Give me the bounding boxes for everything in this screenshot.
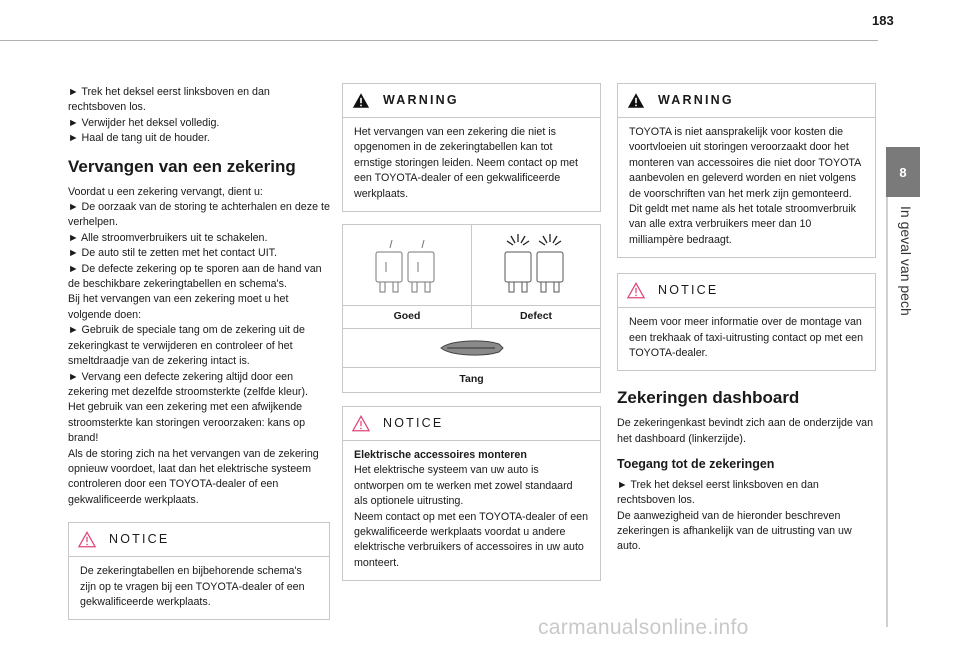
- intro-step: ► Trek het deksel eerst linksboven en dan rechtsboven los.: [68, 86, 270, 114]
- notice-header: [343, 407, 600, 441]
- notice-icon: [78, 531, 96, 548]
- warning-box: [342, 83, 601, 212]
- body-line: Bij het vervangen van een zekering moet u het volgende doen:: [68, 293, 289, 321]
- body-step: ► Trek het deksel eerst linksboven en dan rechtsboven los.: [617, 478, 819, 507]
- notice-icon: [352, 415, 370, 432]
- section-heading: Vervangen van een zekering: [68, 156, 296, 176]
- notice-header: [618, 274, 875, 308]
- warning-icon: [352, 92, 370, 109]
- tongs-icon: [437, 336, 507, 360]
- body-line: De aanwezigheid van de hieronder beschreven zekeringen is afhankelijk van de uitrusting van uw auto.: [617, 509, 852, 553]
- good-label: Goed: [393, 310, 421, 323]
- watermark: carmanualsonline.info: [538, 616, 749, 639]
- warning-title: WARNING: [383, 92, 459, 107]
- body-step: ► De auto stil te zetten met het contact UIT.: [68, 247, 277, 260]
- page-number: 183: [872, 13, 894, 28]
- good-fuse-icon: [362, 232, 452, 298]
- notice-title: NOTICE: [109, 531, 170, 546]
- notice-text: De zekeringtabellen en bijbehorende schema's zijn op te vragen bij een TOYOTA-dealer of een gekwalificeerde werkplaats.: [80, 565, 305, 608]
- warning-icon: [627, 92, 645, 109]
- warning-header: [343, 84, 600, 118]
- notice-text: Neem contact op met een TOYOTA-dealer of een gekwalificeerde werkplaats voordat u andere elektrische verbruikers of accessoires in uw auto monteert.: [354, 510, 589, 569]
- notice-text: Het elektrische systeem van uw auto is ontworpen om te werken met zowel standaard als optionele uitrusting.: [354, 464, 573, 508]
- body-line: Als de storing zich na het vervangen van de zekering opnieuw voordoet, laat dan het elektrische systeem controleren door een TOYOTA-dealer of een gekwalificeerde werkplaats.: [68, 447, 319, 506]
- notice-title: NOTICE: [658, 283, 719, 298]
- notice-box: [342, 406, 601, 581]
- body-step: ► De defecte zekering op te sporen aan de hand van de beschikbare zekeringtabellen en schema's.: [68, 262, 322, 291]
- body-line: Voordat u een zekering vervangt, dient u:: [68, 185, 263, 198]
- body-step: ► Vervang een defecte zekering altijd door een zekering met dezelfde stroomsterkte (zelfde kleur).: [68, 370, 308, 398]
- defect-fuse-illustration: [471, 225, 600, 305]
- notice-icon: [627, 282, 645, 299]
- side-tab-rule: [886, 147, 888, 627]
- warning-text: TOYOTA is niet aansprakelijk voor kosten die voortvloeien uit storingen veroorzaakt door het monteren van accessoires die niet door TOYOTA aanbevolen en geleverd worden en niet volgens de voorschriften van het merk zijn gemonteerd. Dit geldt met name als het totale stroomverbruik van alle extra verbruikers meer dan 10 milliampère bedraagt.: [629, 126, 861, 246]
- notice-header: [69, 523, 329, 557]
- notice-box: [617, 273, 876, 371]
- notice-title: NOTICE: [383, 415, 444, 430]
- notice-subtitle: Elektrische accessoires monteren: [354, 449, 527, 462]
- warning-box: [617, 83, 876, 258]
- body-line: Het gebruik van een zekering met een afwijkende stroomsterkte kan storingen veroorzaken: kans op brand!: [68, 401, 306, 445]
- warning-text: Het vervangen van een zekering die niet is opgenomen in de zekeringtabellen kan tot ernstige storingen leiden. Neem contact op met een TOYOTA-dealer of een gekwalificeerde werkplaats.: [354, 126, 578, 200]
- intro-step: ► Verwijder het deksel volledig.: [68, 116, 220, 129]
- tongs-illustration: [343, 329, 600, 368]
- warning-title: WARNING: [658, 92, 734, 107]
- warning-header: [618, 84, 875, 118]
- good-fuse-illustration: [343, 225, 471, 305]
- body-step: ► Gebruik de speciale tang om de zekering uit de zekeringkast te verwijderen en controleer of het smeltdraadje van de zekering intact is.: [68, 324, 305, 368]
- fuse-figure: [342, 224, 601, 393]
- notice-text: Neem voor meer informatie over de montage van een trekhaak of taxi-uitrusting contact op met een TOYOTA-dealer.: [629, 316, 864, 360]
- defect-fuse-icon: [491, 232, 581, 298]
- body-step: ► De oorzaak van de storing te achterhalen en deze te verhelpen.: [68, 201, 330, 229]
- column-3: [617, 83, 876, 555]
- body-step: ► Alle stroomverbruikers uit te schakelen.: [68, 231, 268, 244]
- column-1: [68, 85, 330, 620]
- intro-step: ► Haal de tang uit de houder.: [68, 132, 210, 145]
- tongs-label: Tang: [459, 373, 484, 386]
- defect-label: Defect: [471, 306, 600, 328]
- notice-box: [68, 522, 330, 620]
- chapter-tab[interactable]: 8: [886, 147, 920, 197]
- header-rule: [0, 40, 878, 41]
- body-line: De zekeringenkast bevindt zich aan de onderzijde van het dashboard (linkerzijde).: [617, 417, 874, 445]
- chapter-title: In geval van pech: [898, 206, 914, 316]
- sub-heading: Toegang tot de zekeringen: [617, 457, 775, 472]
- column-2: [342, 83, 601, 581]
- section-heading: Zekeringen dashboard: [617, 388, 800, 408]
